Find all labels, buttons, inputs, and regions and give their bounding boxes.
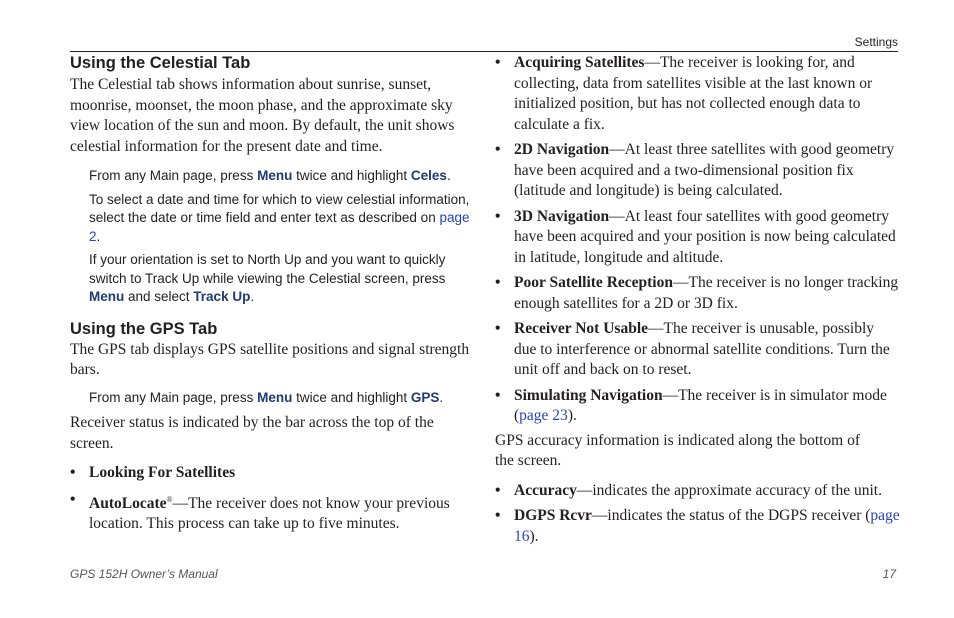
footer-page-number: 17 bbox=[882, 567, 896, 581]
gps-key: GPS bbox=[410, 389, 440, 405]
accuracy-intro: GPS accuracy information is indicated along the bottom of the screen. bbox=[495, 431, 861, 469]
list-item: • DGPS Rcvr—indicates the status of the DGPS receiver (page 16). bbox=[495, 506, 900, 547]
track-up-key: Track Up bbox=[193, 289, 251, 304]
left-column bbox=[70, 53, 475, 535]
right-column bbox=[495, 53, 900, 547]
menu-key: Menu bbox=[257, 168, 293, 183]
celestial-intro: The Celestial tab shows information about sunrise, sunset, moonrise, moonset, the moon phase, and the approximate sky view location of the sun and moon. By default, the unit shows celestial information for the present date and time. bbox=[70, 76, 455, 155]
gps-intro: The GPS tab displays GPS satellite positions and signal strength bars. bbox=[70, 340, 470, 378]
list-item: • Poor Satellite Reception—The receiver is no longer tracking enough satellites for a 2D or 3D fix. bbox=[495, 273, 900, 314]
celestial-heading: Using the Celestial Tab bbox=[70, 54, 251, 72]
celes-key: Celes bbox=[410, 168, 447, 183]
receiver-status-list-left bbox=[70, 463, 475, 535]
receiver-status-list-right bbox=[495, 53, 900, 427]
accuracy-list bbox=[495, 481, 900, 548]
list-item: • Simulating Navigation—The receiver is in simulator mode (page 23). bbox=[495, 386, 900, 427]
header-rule bbox=[70, 51, 898, 52]
footer-manual-title: GPS 152H Owner’s Manual bbox=[70, 567, 218, 581]
celestial-step-2: To select a date and time for which to view celestial information, select the date or time field and enter text as described on page 2. bbox=[89, 191, 470, 244]
list-item: • AutoLocate®—The receiver does not know your previous location. This process can take up to five minutes. bbox=[70, 490, 475, 535]
list-item: • 3D Navigation—At least four satellites with good geometry have been acquired and your position is now being calculated in latitude, longitude and altitude. bbox=[495, 207, 900, 269]
page-16-link[interactable]: page 16 bbox=[514, 507, 900, 545]
section-header: Settings bbox=[854, 35, 898, 49]
gps-step-1: From any Main page, press Menu twice and highlight GPS. bbox=[89, 389, 444, 405]
menu-key: Menu bbox=[89, 289, 125, 304]
list-item: • 2D Navigation—At least three satellites with good geometry have been acquired and a two-dimensional position fix (latitude and longitude) is being calculated. bbox=[495, 140, 900, 202]
list-item: • Accuracy—indicates the approximate accuracy of the unit. bbox=[495, 481, 900, 502]
celestial-step-3: If your orientation is set to North Up and you want to quickly switch to Track Up while viewing the Celestial screen, press Menu and select Track Up. bbox=[89, 252, 446, 304]
celestial-step-1: From any Main page, press Menu twice and highlight Celes. bbox=[89, 168, 451, 183]
gps-heading: Using the GPS Tab bbox=[70, 319, 218, 338]
page-23-link[interactable]: page 23 bbox=[519, 407, 568, 424]
list-item: • Looking For Satellites bbox=[70, 463, 475, 484]
list-item: • Acquiring Satellites—The receiver is looking for, and collecting, data from satellites visible at the last known or initialized position, but has not collected enough data to calculate a fix. bbox=[495, 53, 900, 135]
page-2-link[interactable]: page 2 bbox=[89, 210, 470, 244]
menu-key: Menu bbox=[257, 389, 293, 405]
list-item: • Receiver Not Usable—The receiver is unusable, possibly due to interference or abnormal satellite conditions. Turn the unit off and back on to reset. bbox=[495, 319, 900, 381]
receiver-status-intro: Receiver status is indicated by the bar across the top of the screen. bbox=[70, 414, 434, 452]
